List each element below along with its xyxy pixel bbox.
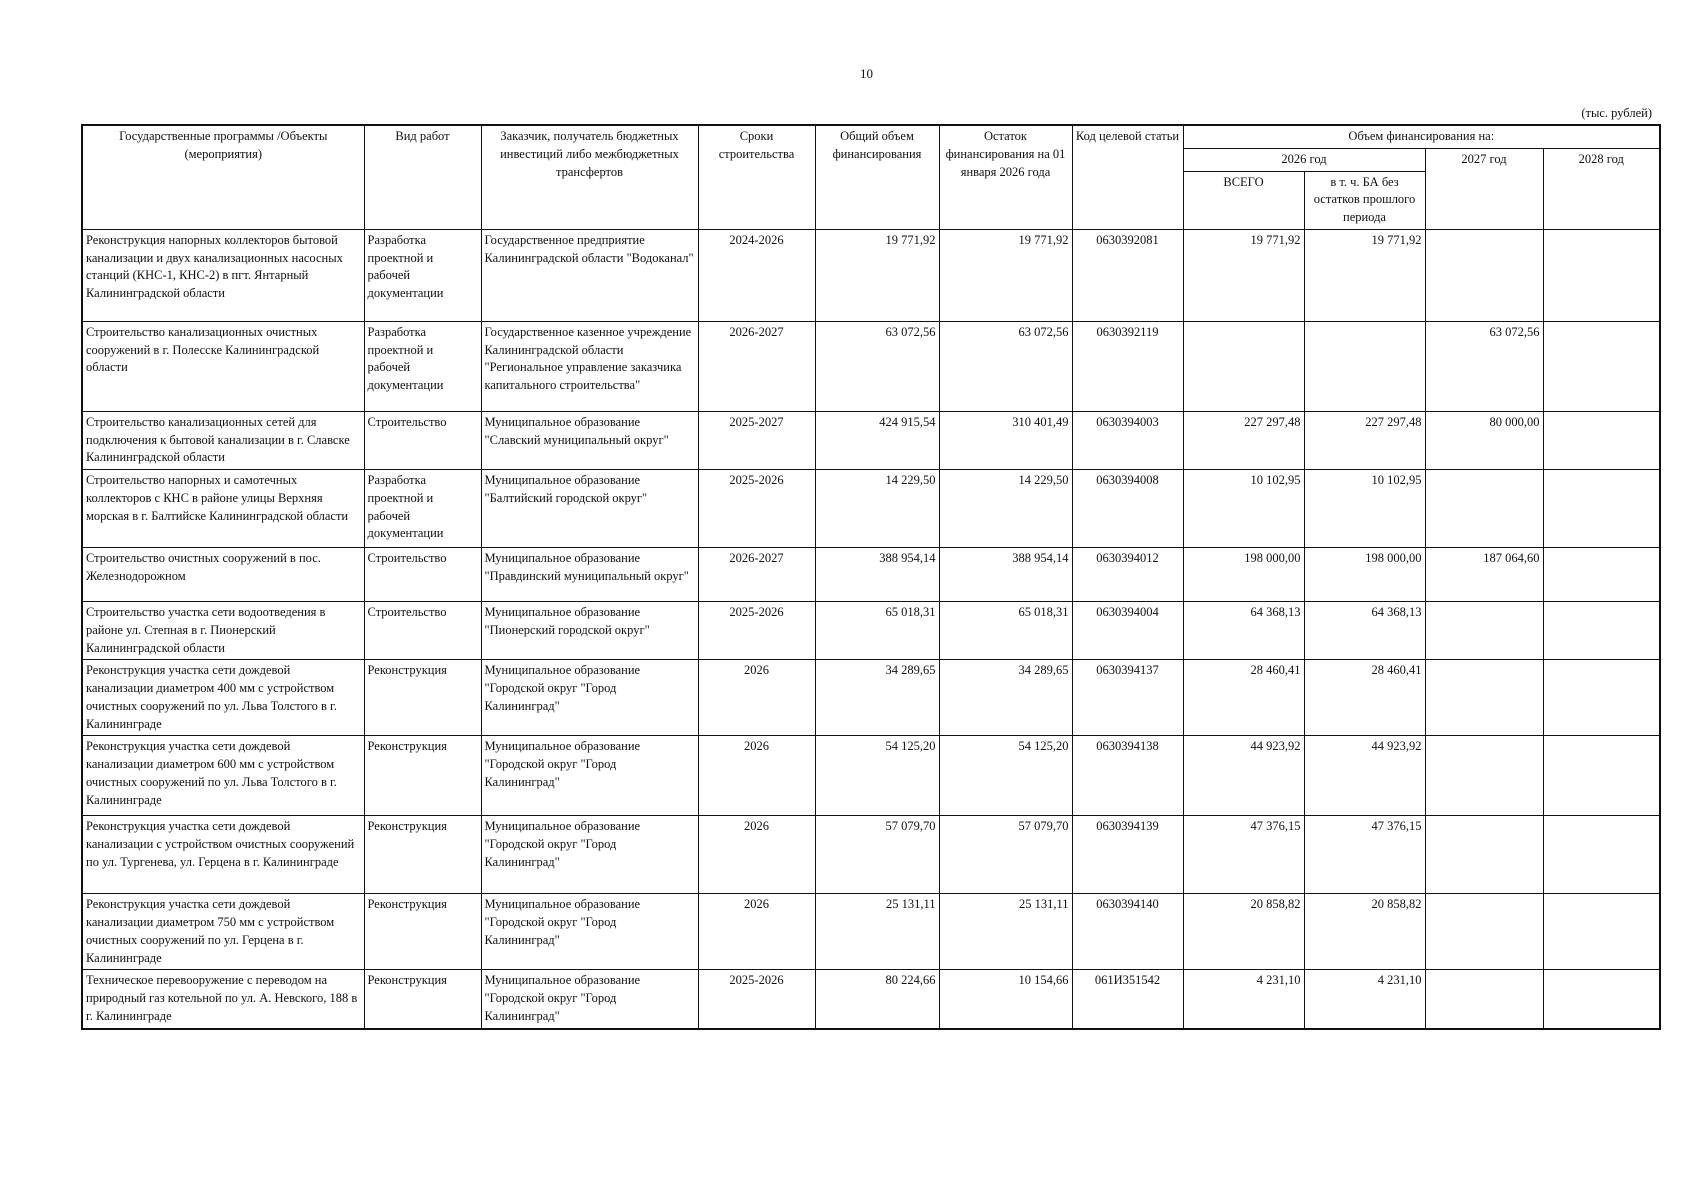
row-name: Строительство канализационных очистных сооружений в г. Полесске Калининградской области — [82, 321, 364, 411]
row-period: 2026-2027 — [698, 321, 815, 411]
row-2026-ba — [1304, 321, 1425, 411]
table-row — [82, 470, 1660, 548]
row-2027 — [1425, 816, 1543, 894]
table-row — [82, 736, 1660, 816]
header-program: Государственные программы /Объекты (мероприятия) — [82, 125, 364, 229]
row-name: Строительство участка сети водоотведения в районе ул. Степная в г. Пионерский Калининградской области — [82, 602, 364, 660]
row-period: 2026 — [698, 816, 815, 894]
row-2027 — [1425, 736, 1543, 816]
units-note: (тыс. рублей) — [1581, 106, 1652, 120]
row-customer: Государственное казенное учреждение Калининградской области "Региональное управление заказчика капитального строительства" — [481, 321, 698, 411]
row-code: 0630392119 — [1072, 321, 1183, 411]
row-name: Реконструкция напорных коллекторов бытовой канализации и двух канализационных насосных станций (КНС-1, КНС-2) в пгт. Янтарный Калининградской области — [82, 229, 364, 321]
row-customer: Муниципальное образование "Городской округ "Город Калининград" — [481, 894, 698, 970]
row-customer: Государственное предприятие Калининградской области "Водоканал" — [481, 229, 698, 321]
row-customer: Муниципальное образование "Городской округ "Город Калининград" — [481, 970, 698, 1029]
row-code: 0630394140 — [1072, 894, 1183, 970]
table-row — [82, 548, 1660, 602]
row-2028 — [1543, 894, 1660, 970]
row-remaining: 19 771,92 — [939, 229, 1072, 321]
row-2027 — [1425, 894, 1543, 970]
row-period: 2026 — [698, 660, 815, 736]
row-2026-total: 28 460,41 — [1183, 660, 1304, 736]
row-2026-total: 20 858,82 — [1183, 894, 1304, 970]
row-work-type: Реконструкция — [364, 894, 481, 970]
row-2026-ba: 4 231,10 — [1304, 970, 1425, 1029]
row-code: 0630394139 — [1072, 816, 1183, 894]
row-period: 2026-2027 — [698, 548, 815, 602]
row-total: 63 072,56 — [815, 321, 939, 411]
row-remaining: 54 125,20 — [939, 736, 1072, 816]
row-period: 2024-2026 — [698, 229, 815, 321]
row-remaining: 57 079,70 — [939, 816, 1072, 894]
header-period: Сроки строительства — [698, 125, 815, 229]
table-row — [82, 970, 1660, 1029]
row-name: Строительство напорных и самотечных коллекторов с КНС в районе улицы Верхняя морская в г. Балтийске Калининградской области — [82, 470, 364, 548]
row-2026-total: 19 771,92 — [1183, 229, 1304, 321]
row-work-type: Разработка проектной и рабочей документации — [364, 470, 481, 548]
table-row — [82, 894, 1660, 970]
row-name: Реконструкция участка сети дождевой канализации диаметром 600 мм с устройством очистных сооружений по ул. Льва Толстого в г. Калининграде — [82, 736, 364, 816]
header-year-2028: 2028 год — [1543, 148, 1660, 229]
row-2026-ba: 198 000,00 — [1304, 548, 1425, 602]
row-code: 0630394003 — [1072, 411, 1183, 469]
row-name: Реконструкция участка сети дождевой канализации диаметром 400 мм с устройством очистных сооружений по ул. Льва Толстого в г. Калининграде — [82, 660, 364, 736]
row-2028 — [1543, 411, 1660, 469]
row-code: 0630394012 — [1072, 548, 1183, 602]
row-2026-total: 4 231,10 — [1183, 970, 1304, 1029]
row-name: Реконструкция участка сети дождевой канализации диаметром 750 мм с устройством очистных сооружений по ул. Герцена в г. Калининграде — [82, 894, 364, 970]
row-name: Техническое перевооружение с переводом на природный газ котельной по ул. А. Невского, 188 в г. Калининграде — [82, 970, 364, 1029]
row-name: Реконструкция участка сети дождевой канализации с устройством очистных сооружений по ул. Тургенева, ул. Герцена в г. Калининграде — [82, 816, 364, 894]
row-work-type: Реконструкция — [364, 736, 481, 816]
row-total: 388 954,14 — [815, 548, 939, 602]
table-row — [82, 229, 1660, 321]
row-code: 0630394138 — [1072, 736, 1183, 816]
row-total: 54 125,20 — [815, 736, 939, 816]
row-2027 — [1425, 660, 1543, 736]
row-customer: Муниципальное образование "Балтийский городской округ" — [481, 470, 698, 548]
row-2026-ba: 20 858,82 — [1304, 894, 1425, 970]
table-row — [82, 321, 1660, 411]
row-name: Строительство канализационных сетей для подключения к бытовой канализации в г. Славске Калининградской области — [82, 411, 364, 469]
row-2026-ba: 44 923,92 — [1304, 736, 1425, 816]
page-number: 10 — [860, 66, 873, 81]
row-work-type: Строительство — [364, 602, 481, 660]
row-2026-ba: 64 368,13 — [1304, 602, 1425, 660]
table-body — [82, 229, 1660, 1028]
row-2027: 187 064,60 — [1425, 548, 1543, 602]
row-2026-total — [1183, 321, 1304, 411]
header-work-type: Вид работ — [364, 125, 481, 229]
row-code: 0630392081 — [1072, 229, 1183, 321]
row-total: 25 131,11 — [815, 894, 939, 970]
row-period: 2025-2026 — [698, 470, 815, 548]
row-name: Строительство очистных сооружений в пос. Железнодорожном — [82, 548, 364, 602]
row-code: 0630394008 — [1072, 470, 1183, 548]
row-2026-total: 10 102,95 — [1183, 470, 1304, 548]
row-2028 — [1543, 229, 1660, 321]
row-2026-ba: 19 771,92 — [1304, 229, 1425, 321]
row-work-type: Реконструкция — [364, 660, 481, 736]
row-work-type: Разработка проектной и рабочей документации — [364, 229, 481, 321]
row-remaining: 34 289,65 — [939, 660, 1072, 736]
row-total: 80 224,66 — [815, 970, 939, 1029]
row-customer: Муниципальное образование "Славский муниципальный округ" — [481, 411, 698, 469]
row-2026-total: 198 000,00 — [1183, 548, 1304, 602]
row-work-type: Реконструкция — [364, 816, 481, 894]
row-2028 — [1543, 548, 1660, 602]
row-2027: 80 000,00 — [1425, 411, 1543, 469]
row-customer: Муниципальное образование "Городской округ "Город Калининград" — [481, 816, 698, 894]
row-period: 2026 — [698, 736, 815, 816]
row-total: 14 229,50 — [815, 470, 939, 548]
row-period: 2025-2027 — [698, 411, 815, 469]
row-period: 2025-2026 — [698, 970, 815, 1029]
row-2026-ba: 47 376,15 — [1304, 816, 1425, 894]
table-row — [82, 660, 1660, 736]
table-row — [82, 602, 1660, 660]
row-2028 — [1543, 970, 1660, 1029]
row-remaining: 25 131,11 — [939, 894, 1072, 970]
row-2028 — [1543, 470, 1660, 548]
row-customer: Муниципальное образование "Городской округ "Город Калининград" — [481, 736, 698, 816]
row-total: 19 771,92 — [815, 229, 939, 321]
row-2027 — [1425, 470, 1543, 548]
row-total: 57 079,70 — [815, 816, 939, 894]
row-customer: Муниципальное образование "Городской округ "Город Калининград" — [481, 660, 698, 736]
header-remaining: Остаток финансирования на 01 января 2026 года — [939, 125, 1072, 229]
header-2026-ba: в т. ч. БА без остатков прошлого периода — [1304, 171, 1425, 229]
header-year-2026: 2026 год — [1183, 148, 1425, 171]
row-work-type: Строительство — [364, 411, 481, 469]
row-2028 — [1543, 660, 1660, 736]
row-total: 34 289,65 — [815, 660, 939, 736]
row-customer: Муниципальное образование "Пионерский городской округ" — [481, 602, 698, 660]
row-2027 — [1425, 970, 1543, 1029]
row-2028 — [1543, 816, 1660, 894]
row-work-type: Строительство — [364, 548, 481, 602]
row-2027: 63 072,56 — [1425, 321, 1543, 411]
header-customer: Заказчик, получатель бюджетных инвестиций либо межбюджетных трансфертов — [481, 125, 698, 229]
row-2026-total: 227 297,48 — [1183, 411, 1304, 469]
table-row — [82, 411, 1660, 469]
table-row — [82, 816, 1660, 894]
row-2026-total: 47 376,15 — [1183, 816, 1304, 894]
row-2028 — [1543, 736, 1660, 816]
row-code: 0630394137 — [1072, 660, 1183, 736]
row-total: 65 018,31 — [815, 602, 939, 660]
row-2026-ba: 227 297,48 — [1304, 411, 1425, 469]
header-funding: Объем финансирования на: — [1183, 125, 1660, 148]
row-2026-total: 44 923,92 — [1183, 736, 1304, 816]
row-remaining: 388 954,14 — [939, 548, 1072, 602]
header-code: Код целевой статьи — [1072, 125, 1183, 229]
row-2028 — [1543, 602, 1660, 660]
header-total: Общий объем финансирования — [815, 125, 939, 229]
header-2026-total: ВСЕГО — [1183, 171, 1304, 229]
row-remaining: 14 229,50 — [939, 470, 1072, 548]
row-customer: Муниципальное образование "Правдинский муниципальный округ" — [481, 548, 698, 602]
row-2028 — [1543, 321, 1660, 411]
row-2027 — [1425, 602, 1543, 660]
row-period: 2026 — [698, 894, 815, 970]
row-code: 0630394004 — [1072, 602, 1183, 660]
row-remaining: 10 154,66 — [939, 970, 1072, 1029]
row-2027 — [1425, 229, 1543, 321]
row-work-type: Реконструкция — [364, 970, 481, 1029]
financing-table — [81, 124, 1661, 1030]
row-remaining: 310 401,49 — [939, 411, 1072, 469]
row-total: 424 915,54 — [815, 411, 939, 469]
header-year-2027: 2027 год — [1425, 148, 1543, 229]
row-code: 061И351542 — [1072, 970, 1183, 1029]
row-period: 2025-2026 — [698, 602, 815, 660]
row-2026-ba: 10 102,95 — [1304, 470, 1425, 548]
row-remaining: 65 018,31 — [939, 602, 1072, 660]
row-remaining: 63 072,56 — [939, 321, 1072, 411]
row-2026-total: 64 368,13 — [1183, 602, 1304, 660]
row-2026-ba: 28 460,41 — [1304, 660, 1425, 736]
row-work-type: Разработка проектной и рабочей документации — [364, 321, 481, 411]
